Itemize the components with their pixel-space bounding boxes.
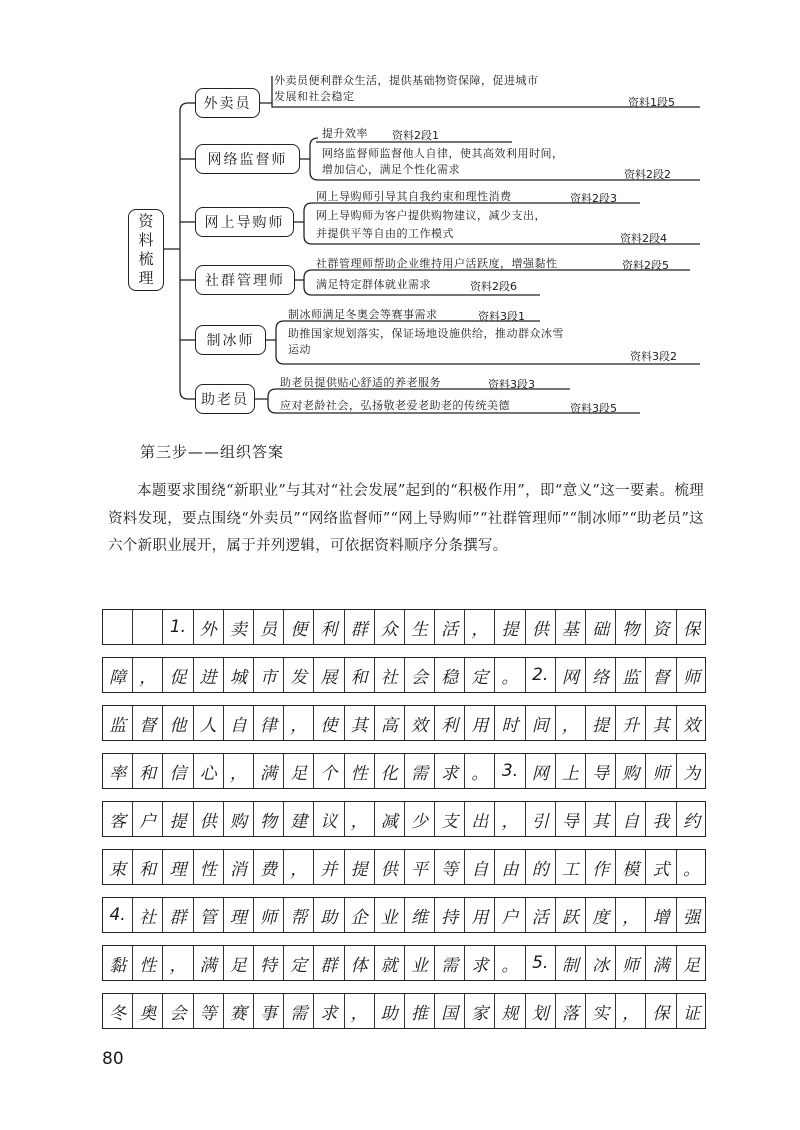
answer-cell: 定	[465, 658, 495, 692]
answer-cell: ，	[224, 754, 254, 788]
answer-cell: 助	[375, 994, 405, 1028]
answer-cell: 引	[526, 802, 556, 836]
mind-map-root: 资料梳理	[128, 209, 164, 291]
answer-cell: 化	[375, 754, 405, 788]
branch-2-detail-1: 提升效率	[322, 127, 368, 140]
answer-cell: 。	[683, 859, 701, 880]
branch-3-detail-3: 并提供平等自由的工作模式	[316, 227, 454, 240]
answer-row	[102, 897, 706, 933]
answer-cell: 导	[556, 802, 586, 836]
answer-cell: 约	[683, 811, 701, 832]
answer-cell: 和	[345, 658, 375, 692]
answer-cell: 业	[405, 946, 435, 980]
answer-cell: 求	[314, 994, 344, 1028]
answer-cell: 减	[375, 802, 405, 836]
answer-cell: 强	[683, 907, 701, 928]
answer-cell: 冬	[103, 994, 133, 1028]
answer-cell: ，	[345, 994, 375, 1028]
answer-row	[102, 801, 706, 837]
branch-3-detail-1: 网上导购师引导其自我约束和理性消费	[316, 190, 512, 203]
answer-cell: 其	[586, 802, 616, 836]
answer-cell: 其	[345, 706, 375, 740]
answer-cell: 卖	[224, 610, 254, 644]
answer-cell: 事	[254, 994, 284, 1028]
answer-cell: 保	[646, 994, 676, 1028]
answer-cell: 效	[683, 715, 701, 736]
answer-row	[102, 993, 706, 1029]
answer-cell: 间	[526, 706, 556, 740]
answer-cell: 足	[284, 754, 314, 788]
answer-cell: 供	[375, 850, 405, 884]
answer-cell: 展	[314, 658, 344, 692]
answer-cell: 推	[405, 994, 435, 1028]
branch-5-detail-2: 助推国家规划落实，保证场地设施供给，推动群众冰雪	[288, 327, 564, 340]
answer-cell: 师	[254, 898, 284, 932]
answer-cell: 稳	[435, 658, 465, 692]
answer-cell: 用	[465, 898, 495, 932]
answer-cell: 促	[163, 658, 193, 692]
answer-cell: 并	[314, 850, 344, 884]
answer-cell: 供	[194, 802, 224, 836]
answer-cell: 特	[254, 946, 284, 980]
answer-cell: 赛	[224, 994, 254, 1028]
answer-cell: 城	[224, 658, 254, 692]
answer-cell: 自	[616, 802, 646, 836]
answer-cell: 体	[345, 946, 375, 980]
branch-1-detail-2: 发展和社会稳定	[274, 90, 355, 103]
answer-cell: 议	[314, 802, 344, 836]
answer-cell: 需	[435, 946, 465, 980]
branch-3-detail-2: 网上导购师为客户提供购物建议，减少支出，	[316, 209, 546, 222]
branch-wangshang-daogoushi: 网上导购师	[195, 207, 294, 237]
answer-cell: 监	[616, 658, 646, 692]
answer-cell: 率	[103, 754, 133, 788]
answer-cell: 。	[495, 658, 525, 692]
answer-cell: 3.	[495, 754, 525, 788]
branch-waimaiyuan: 外卖员	[195, 88, 260, 118]
answer-cell: 国	[435, 994, 465, 1028]
answer-cell: 群	[314, 946, 344, 980]
answer-cell: 性	[345, 754, 375, 788]
answer-cell: 工	[556, 850, 586, 884]
answer-cell: 活	[435, 610, 465, 644]
answer-cell: 满	[254, 754, 284, 788]
answer-cell: 满	[194, 946, 224, 980]
answer-cell: 和	[133, 850, 163, 884]
answer-cell: 性	[133, 946, 163, 980]
answer-cell: 础	[586, 610, 616, 644]
answer-cell: 供	[526, 610, 556, 644]
answer-cell: ，	[284, 706, 314, 740]
answer-cell: 奥	[133, 994, 163, 1028]
answer-cell: 持	[435, 898, 465, 932]
answer-cell: 理	[163, 850, 193, 884]
answer-cell: 1.	[163, 610, 193, 644]
answer-cell: 外	[194, 610, 224, 644]
answer-cell: 个	[314, 754, 344, 788]
answer-cell: 家	[465, 994, 495, 1028]
answer-cell: ，	[556, 706, 586, 740]
page-number: 80	[102, 1049, 124, 1069]
answer-cell: 求	[435, 754, 465, 788]
answer-cell: 等	[194, 994, 224, 1028]
answer-cell: 就	[375, 946, 405, 980]
answer-cell: 户	[133, 802, 163, 836]
answer-cell: 心	[194, 754, 224, 788]
branch-1-detail-1: 外卖员便利群众生活，提供基础物资保障，促进城市	[274, 74, 539, 87]
answer-cell: 众	[375, 610, 405, 644]
branch-zhibingshi: 制冰师	[195, 325, 266, 355]
answer-cell: 督	[646, 658, 676, 692]
answer-grid	[102, 609, 706, 1041]
answer-cell: 生	[405, 610, 435, 644]
branch-2-source-2: 资料2段2	[624, 168, 671, 181]
answer-cell: 便	[284, 610, 314, 644]
answer-cell: 5.	[526, 946, 556, 980]
answer-cell: 效	[405, 706, 435, 740]
answer-cell: 督	[133, 706, 163, 740]
answer-cell: 4.	[103, 898, 133, 932]
answer-cell: 需	[405, 754, 435, 788]
answer-cell: 理	[224, 898, 254, 932]
answer-cell: 使	[314, 706, 344, 740]
answer-cell: ，	[495, 802, 525, 836]
branch-2-source-1: 资料2段1	[392, 129, 439, 142]
answer-cell: 我	[646, 802, 676, 836]
branch-4-detail-1: 社群管理师帮助企业维持用户活跃度，增强黏性	[316, 257, 558, 270]
answer-cell: ，	[133, 658, 163, 692]
answer-cell: 时	[495, 706, 525, 740]
answer-cell: 物	[254, 802, 284, 836]
answer-cell: 管	[194, 898, 224, 932]
answer-cell: 升	[616, 706, 646, 740]
branch-6-source-2: 资料3段5	[570, 402, 617, 415]
answer-cell: ，	[465, 610, 495, 644]
answer-cell: 市	[254, 658, 284, 692]
answer-cell: 等	[435, 850, 465, 884]
answer-cell: 网	[526, 754, 556, 788]
answer-cell: 证	[683, 1003, 701, 1024]
branch-shequn-guanlishi: 社群管理师	[195, 265, 295, 295]
answer-cell: 物	[616, 610, 646, 644]
answer-cell: ，	[616, 898, 646, 932]
answer-cell: 的	[526, 850, 556, 884]
answer-cell: 为	[683, 763, 701, 784]
answer-cell: 提	[345, 850, 375, 884]
answer-cell: 会	[405, 658, 435, 692]
branch-6-detail-2: 应对老龄社会，弘扬敬老爱老助老的传统美德	[280, 399, 510, 412]
branch-4-detail-2: 满足特定群体就业需求	[316, 278, 431, 291]
answer-cell: 社	[375, 658, 405, 692]
answer-cell: 黏	[103, 946, 133, 980]
answer-cell: 划	[526, 994, 556, 1028]
answer-cell: 网	[556, 658, 586, 692]
answer-cell: 。	[495, 946, 525, 980]
branch-2-detail-2: 网络监督师监督他人自律，使其高效利用时间，	[322, 147, 564, 160]
answer-cell: 支	[435, 802, 465, 836]
answer-cell: 式	[646, 850, 676, 884]
answer-cell: 群	[345, 610, 375, 644]
answer-cell: 助	[314, 898, 344, 932]
section-title: 第三步——组织答案	[140, 443, 285, 461]
branch-5-detail-3: 运动	[288, 343, 311, 356]
answer-cell: 监	[103, 706, 133, 740]
branch-zhulaoyuan: 助老员	[195, 384, 255, 414]
answer-cell: 员	[254, 610, 284, 644]
answer-cell: 满	[646, 946, 676, 980]
answer-cell: ，	[284, 850, 314, 884]
answer-cell: 提	[495, 610, 525, 644]
answer-cell: 人	[194, 706, 224, 740]
answer-cell: 其	[646, 706, 676, 740]
branch-2-detail-3: 增加信心，满足个性化需求	[322, 163, 460, 176]
answer-cell: 律	[254, 706, 284, 740]
answer-cell: 出	[465, 802, 495, 836]
answer-cell: 求	[465, 946, 495, 980]
answer-cell: ，	[163, 946, 193, 980]
answer-cell: 保	[683, 619, 701, 640]
answer-cell: 和	[133, 754, 163, 788]
answer-cell: 高	[375, 706, 405, 740]
answer-cell: 基	[556, 610, 586, 644]
answer-cell: 平	[405, 850, 435, 884]
answer-cell: 费	[254, 850, 284, 884]
branch-4-source-1: 资料2段5	[622, 259, 669, 272]
answer-cell: 。	[465, 754, 495, 788]
answer-cell: 束	[103, 850, 133, 884]
answer-cell: 利	[435, 706, 465, 740]
answer-cell: 2.	[526, 658, 556, 692]
answer-cell: 群	[163, 898, 193, 932]
explanation-paragraph: 本题要求围绕“新职业”与其对“社会发展”起到的“积极作用”，即“意义”这一要素。梳理资料发现，要点围绕“外卖员”“网络监督师”“网上导购师”“社群管理师”“制冰师”“助老员”这六个新职业展开，属于并列逻辑，可依据资料顺序分条撰写。	[108, 483, 704, 554]
answer-cell: 由	[495, 850, 525, 884]
answer-cell: 提	[163, 802, 193, 836]
branch-5-source-2: 资料3段2	[630, 350, 677, 363]
answer-cell: 实	[586, 994, 616, 1028]
answer-row	[102, 753, 706, 789]
answer-cell: 企	[345, 898, 375, 932]
answer-cell: 提	[586, 706, 616, 740]
answer-cell: 足	[224, 946, 254, 980]
answer-row	[102, 657, 706, 693]
answer-cell: 性	[194, 850, 224, 884]
answer-row	[102, 945, 706, 981]
answer-cell: 作	[586, 850, 616, 884]
answer-cell: 利	[314, 610, 344, 644]
mind-map	[0, 0, 800, 430]
answer-cell: 社	[133, 898, 163, 932]
answer-cell: 维	[405, 898, 435, 932]
answer-cell: 用	[465, 706, 495, 740]
branch-3-source-1: 资料2段3	[570, 192, 617, 205]
answer-cell: 师	[646, 754, 676, 788]
answer-cell: 自	[224, 706, 254, 740]
answer-cell: 导	[586, 754, 616, 788]
answer-cell: 需	[284, 994, 314, 1028]
answer-cell: 信	[163, 754, 193, 788]
answer-cell: 定	[284, 946, 314, 980]
answer-cell: 规	[495, 994, 525, 1028]
answer-cell: 师	[616, 946, 646, 980]
answer-cell: 帮	[284, 898, 314, 932]
answer-cell: 消	[224, 850, 254, 884]
answer-cell: 客	[103, 802, 133, 836]
answer-cell: 业	[375, 898, 405, 932]
answer-cell: 建	[284, 802, 314, 836]
answer-cell	[133, 610, 163, 644]
answer-cell: 增	[646, 898, 676, 932]
branch-5-source-1: 资料3段1	[478, 310, 525, 323]
answer-cell: ，	[616, 994, 646, 1028]
answer-row	[102, 849, 706, 885]
answer-row	[102, 705, 706, 741]
answer-cell: 冰	[586, 946, 616, 980]
branch-4-source-2: 资料2段6	[470, 280, 517, 293]
answer-cell: 络	[586, 658, 616, 692]
answer-cell: 跃	[556, 898, 586, 932]
answer-cell: 自	[465, 850, 495, 884]
answer-cell: 会	[163, 994, 193, 1028]
answer-cell: 发	[284, 658, 314, 692]
answer-cell	[103, 610, 133, 644]
answer-cell: 他	[163, 706, 193, 740]
answer-cell: 资	[646, 610, 676, 644]
answer-cell: 户	[495, 898, 525, 932]
answer-cell: 少	[405, 802, 435, 836]
answer-cell: 进	[194, 658, 224, 692]
answer-cell: 足	[683, 955, 701, 976]
branch-6-detail-1: 助老员提供贴心舒适的养老服务	[280, 376, 441, 389]
answer-cell: 购	[224, 802, 254, 836]
answer-cell: 模	[616, 850, 646, 884]
answer-cell: 上	[556, 754, 586, 788]
answer-cell: 度	[586, 898, 616, 932]
branch-3-source-2: 资料2段4	[620, 232, 667, 245]
branch-1-source-1: 资料1段5	[628, 96, 675, 109]
answer-cell: 活	[526, 898, 556, 932]
answer-cell: 师	[683, 667, 701, 688]
answer-cell: 购	[616, 754, 646, 788]
answer-cell: 障	[103, 658, 133, 692]
branch-wangluo-jianduShi: 网络监督师	[195, 144, 300, 174]
branch-6-source-1: 资料3段3	[488, 378, 535, 391]
branch-5-detail-1: 制冰师满足冬奥会等赛事需求	[288, 308, 438, 321]
answer-row	[102, 609, 706, 645]
answer-cell: 制	[556, 946, 586, 980]
answer-cell: ，	[345, 802, 375, 836]
answer-cell: 落	[556, 994, 586, 1028]
